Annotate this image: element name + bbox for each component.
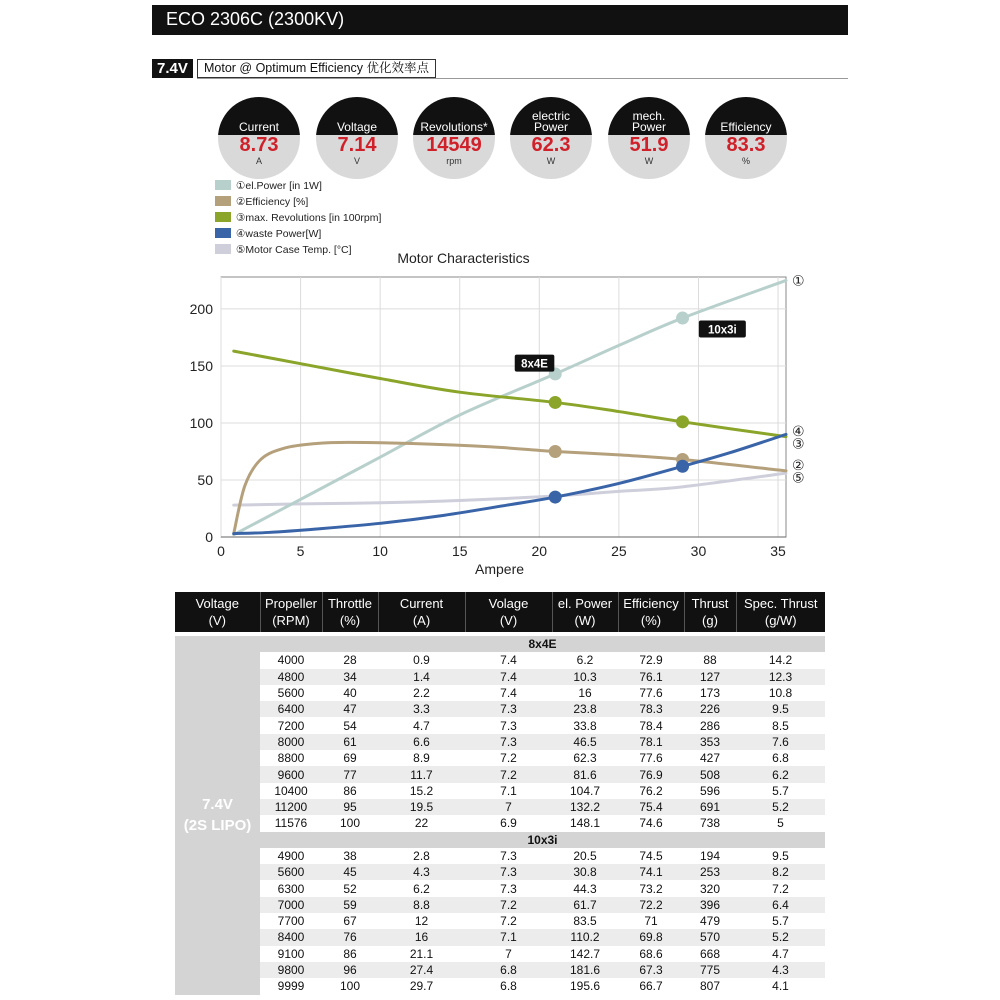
- badge-5: [705, 97, 787, 179]
- table-cell: 9.5: [736, 701, 825, 717]
- table-row: [175, 717, 825, 733]
- table-row: [175, 783, 825, 799]
- table-row: [175, 913, 825, 929]
- table-cell: 104.7: [552, 783, 618, 799]
- table-cell: 9600: [260, 766, 322, 782]
- table-cell: 4.3: [736, 962, 825, 978]
- propeller-annotation: [515, 355, 555, 372]
- annotation-label: 8x4E: [521, 358, 548, 371]
- series-end-label: ③: [792, 436, 805, 453]
- table-cell: 74.1: [618, 864, 684, 880]
- series-end-label: ①: [792, 273, 805, 290]
- table-cell: 77.6: [618, 685, 684, 701]
- table-cell: 83.5: [552, 913, 618, 929]
- badge-unit: A: [255, 156, 262, 166]
- table-cell: 7.2: [465, 897, 552, 913]
- table-cell: 30.8: [552, 864, 618, 880]
- badge-unit: V: [353, 156, 360, 166]
- propeller-row: [175, 636, 825, 652]
- table-cell: 86: [322, 783, 378, 799]
- table-cell: 479: [684, 913, 736, 929]
- voltage-cell: [175, 636, 260, 995]
- table-cell: 67: [322, 913, 378, 929]
- column-header-line: Volage: [488, 596, 529, 611]
- badge-3: [510, 97, 592, 179]
- table-row: [175, 669, 825, 685]
- table-cell: 195.6: [552, 978, 618, 994]
- legend-item: [215, 196, 308, 210]
- table-cell: 78.1: [618, 734, 684, 750]
- badge-unit: W: [546, 156, 556, 166]
- table-cell: 7000: [260, 897, 322, 913]
- table-cell: 2.8: [378, 848, 465, 864]
- table-cell: 54: [322, 717, 378, 733]
- table-cell: 10.3: [552, 669, 618, 685]
- section-rule: [197, 78, 848, 79]
- column-header-line: (V): [208, 613, 226, 628]
- table-cell: 5600: [260, 864, 322, 880]
- table-cell: 78.4: [618, 717, 684, 733]
- table-cell: 173: [684, 685, 736, 701]
- series-marker: [676, 460, 689, 473]
- propeller-annotation: [699, 320, 746, 337]
- badge-1: [316, 97, 398, 179]
- y-tick-label: 150: [189, 357, 213, 374]
- table-cell: 6.4: [736, 897, 825, 913]
- series-marker: [676, 312, 689, 325]
- column-header-line: Propeller: [264, 596, 318, 611]
- table-cell: 12: [378, 913, 465, 929]
- table-cell: 7.2: [465, 913, 552, 929]
- table-header-row: [175, 592, 825, 632]
- table-cell: 508: [684, 766, 736, 782]
- table-cell: 775: [684, 962, 736, 978]
- table-row: [175, 685, 825, 701]
- voltage-line: 7.4V: [202, 796, 233, 814]
- badge-title: [316, 97, 398, 135]
- table-cell: 6300: [260, 880, 322, 896]
- table-cell: 320: [684, 880, 736, 896]
- table-cell: 0.9: [378, 652, 465, 668]
- table-cell: 69: [322, 750, 378, 766]
- propeller-name: 10x3i: [260, 832, 825, 848]
- badge-title: [608, 97, 690, 135]
- column-header: [378, 592, 465, 632]
- table-cell: 5600: [260, 685, 322, 701]
- badge-unit: W: [644, 156, 654, 166]
- badge-value: 8.73: [239, 134, 279, 156]
- x-tick-label: 20: [531, 543, 548, 559]
- table-cell: 253: [684, 864, 736, 880]
- column-header-line: Current: [399, 596, 444, 611]
- table-cell: 8.9: [378, 750, 465, 766]
- column-header: [684, 592, 736, 632]
- table-cell: 596: [684, 783, 736, 799]
- table-cell: 6.6: [378, 734, 465, 750]
- table-cell: 8000: [260, 734, 322, 750]
- badge-title-line: Voltage: [336, 120, 378, 134]
- table-cell: 6.8: [736, 750, 825, 766]
- x-axis-label: Ampere: [475, 561, 525, 577]
- legend-item: [215, 180, 322, 194]
- table-cell: 570: [684, 929, 736, 945]
- propeller-row: [175, 832, 825, 848]
- propeller-name: 8x4E: [260, 636, 825, 652]
- column-header: [175, 592, 260, 632]
- badge-value: 14549: [426, 134, 482, 156]
- column-header-line: (g/W): [764, 613, 797, 628]
- legend-label: ⑤Motor Case Temp. [°C]: [236, 244, 352, 256]
- table-cell: 72.9: [618, 652, 684, 668]
- column-header-line: Throttle: [327, 596, 373, 611]
- series-end-label: ④: [792, 423, 805, 440]
- table-cell: 226: [684, 701, 736, 717]
- table-cell: 3.3: [378, 701, 465, 717]
- table-cell: 6.9: [465, 815, 552, 831]
- legend-label: ④waste Power[W]: [236, 228, 322, 240]
- table-cell: 9.5: [736, 848, 825, 864]
- table-cell: 7: [465, 946, 552, 962]
- table-cell: 6.2: [736, 766, 825, 782]
- table-cell: 14.2: [736, 652, 825, 668]
- table-cell: 74.5: [618, 848, 684, 864]
- badge-title-line: Revolutions*: [420, 120, 488, 134]
- column-header: [552, 592, 618, 632]
- x-tick-label: 10: [372, 543, 388, 559]
- column-header-line: Spec. Thrust: [744, 596, 818, 611]
- table-cell: 6.2: [378, 880, 465, 896]
- table-cell: 148.1: [552, 815, 618, 831]
- table-cell: 29.7: [378, 978, 465, 994]
- badge-title-line: Power: [533, 120, 568, 134]
- table-cell: 7.4: [465, 685, 552, 701]
- legend-swatch: [215, 180, 231, 190]
- table-cell: 7.3: [465, 848, 552, 864]
- table-cell: 45: [322, 864, 378, 880]
- badge-unit: rpm: [446, 156, 462, 166]
- series-marker: [549, 396, 562, 409]
- badge-value: 7.14: [337, 134, 377, 156]
- table-cell: 181.6: [552, 962, 618, 978]
- table-cell: 19.5: [378, 799, 465, 815]
- table-cell: 807: [684, 978, 736, 994]
- table-cell: 76.1: [618, 669, 684, 685]
- table-cell: 10.8: [736, 685, 825, 701]
- y-tick-label: 100: [189, 414, 213, 431]
- table-row: [175, 962, 825, 978]
- badge-title: [413, 97, 495, 135]
- column-header: [736, 592, 825, 632]
- table-cell: 100: [322, 815, 378, 831]
- table-cell: 8400: [260, 929, 322, 945]
- table-cell: 88: [684, 652, 736, 668]
- column-header-line: (%): [640, 613, 662, 628]
- section-label: Motor @ Optimum Efficiency 优化效率点: [197, 59, 436, 78]
- title-bar: [152, 5, 848, 35]
- table-cell: 9999: [260, 978, 322, 994]
- table-cell: 95: [322, 799, 378, 815]
- table-cell: 71: [618, 913, 684, 929]
- badge-0: [218, 97, 300, 179]
- legend-swatch: [215, 212, 231, 222]
- legend-item: [215, 212, 381, 226]
- table-cell: 4.7: [736, 946, 825, 962]
- table-cell: 28: [322, 652, 378, 668]
- table-cell: 7.2: [736, 880, 825, 896]
- badge-title: [705, 97, 787, 135]
- column-header-line: (RPM): [272, 613, 310, 628]
- table-cell: 81.6: [552, 766, 618, 782]
- badge-title-line: Efficiency: [720, 120, 772, 134]
- table-cell: 4800: [260, 669, 322, 685]
- series-marker: [549, 491, 562, 504]
- column-header-line: Thrust: [691, 596, 729, 611]
- table-cell: 8.2: [736, 864, 825, 880]
- column-header: [618, 592, 684, 632]
- table-cell: 353: [684, 734, 736, 750]
- table-cell: 5.2: [736, 799, 825, 815]
- table-cell: 11576: [260, 815, 322, 831]
- table-cell: 7200: [260, 717, 322, 733]
- table-cell: 142.7: [552, 946, 618, 962]
- table-cell: 21.1: [378, 946, 465, 962]
- table-cell: 59: [322, 897, 378, 913]
- table-cell: 4.7: [378, 717, 465, 733]
- performance-table: [175, 592, 825, 995]
- table-row: [175, 848, 825, 864]
- table-row: [175, 799, 825, 815]
- table-cell: 7700: [260, 913, 322, 929]
- table-cell: 5: [736, 815, 825, 831]
- table-cell: 7.6: [736, 734, 825, 750]
- table-body: [175, 632, 825, 995]
- annotation-label: 10x3i: [707, 324, 737, 337]
- x-tick-label: 0: [217, 543, 225, 559]
- table-cell: 1.4: [378, 669, 465, 685]
- table-cell: 8800: [260, 750, 322, 766]
- column-header-line: (A): [412, 613, 431, 628]
- badge-title-line: Current: [238, 120, 279, 134]
- table-cell: 7.3: [465, 864, 552, 880]
- y-tick-label: 200: [189, 300, 213, 317]
- table-cell: 4900: [260, 848, 322, 864]
- series-marker: [676, 415, 689, 428]
- table-cell: 40: [322, 685, 378, 701]
- badge-value: 51.9: [629, 134, 669, 156]
- legend-swatch: [215, 196, 231, 206]
- table-cell: 7.4: [465, 652, 552, 668]
- table-cell: 69.8: [618, 929, 684, 945]
- table-row: [175, 978, 825, 994]
- voltage-line: (2S LIPO): [183, 817, 252, 835]
- voltage-tag: 7.4V: [152, 59, 193, 78]
- legend-swatch: [215, 228, 231, 238]
- table-cell: 44.3: [552, 880, 618, 896]
- table-cell: 12.3: [736, 669, 825, 685]
- table-cell: 6.8: [465, 962, 552, 978]
- table-row: [175, 929, 825, 945]
- table-cell: 127: [684, 669, 736, 685]
- x-tick-label: 25: [611, 543, 627, 559]
- table-cell: 20.5: [552, 848, 618, 864]
- table-cell: 78.3: [618, 701, 684, 717]
- column-header-line: (%): [339, 613, 361, 628]
- legend-label: ③max. Revolutions [in 100rpm]: [236, 212, 382, 224]
- table-cell: 76.2: [618, 783, 684, 799]
- table-cell: 38: [322, 848, 378, 864]
- table-cell: 194: [684, 848, 736, 864]
- badge-2: [413, 97, 495, 179]
- table-row: [175, 750, 825, 766]
- column-header-line: (g): [702, 613, 718, 628]
- table-cell: 46.5: [552, 734, 618, 750]
- table-cell: 7: [465, 799, 552, 815]
- table-row: [175, 864, 825, 880]
- badge-value: 62.3: [531, 134, 571, 156]
- table-cell: 286: [684, 717, 736, 733]
- table-row: [175, 946, 825, 962]
- table-cell: 68.6: [618, 946, 684, 962]
- table-cell: 61.7: [552, 897, 618, 913]
- x-tick-label: 35: [770, 543, 786, 559]
- table-cell: 110.2: [552, 929, 618, 945]
- series-end-label: ②: [792, 458, 805, 475]
- x-tick-label: 15: [451, 543, 468, 559]
- badge-title: [510, 97, 592, 135]
- badge-title: [218, 97, 300, 135]
- table-cell: 396: [684, 897, 736, 913]
- table-cell: 100: [322, 978, 378, 994]
- column-header-line: el. Power: [557, 596, 613, 611]
- chart-title: Motor Characteristics: [397, 250, 530, 266]
- table-cell: 74.6: [618, 815, 684, 831]
- table-cell: 8.5: [736, 717, 825, 733]
- table-cell: 691: [684, 799, 736, 815]
- x-tick-label: 5: [296, 543, 305, 559]
- column-header-line: (W): [574, 613, 596, 628]
- table-cell: 7.2: [465, 766, 552, 782]
- column-header-line: (V): [499, 613, 518, 628]
- legend-label: ②Efficiency [%]: [236, 196, 309, 208]
- table-cell: 10400: [260, 783, 322, 799]
- x-tick-label: 30: [690, 543, 707, 559]
- table-cell: 23.8: [552, 701, 618, 717]
- column-header: [465, 592, 552, 632]
- table-cell: 7.3: [465, 717, 552, 733]
- table-cell: 7.3: [465, 701, 552, 717]
- series-marker: [549, 445, 562, 458]
- table-cell: 61: [322, 734, 378, 750]
- table-cell: 738: [684, 815, 736, 831]
- badge-value: 83.3: [726, 134, 766, 156]
- legend-label: ①el.Power [in 1W]: [236, 180, 322, 192]
- table-cell: 7.1: [465, 783, 552, 799]
- table-cell: 4.1: [736, 978, 825, 994]
- table-cell: 16: [378, 929, 465, 945]
- table-cell: 16: [552, 685, 618, 701]
- table-cell: 427: [684, 750, 736, 766]
- table-cell: 67.3: [618, 962, 684, 978]
- table-cell: 15.2: [378, 783, 465, 799]
- badge-unit: %: [741, 156, 750, 166]
- table-row: [175, 652, 825, 668]
- table-cell: 7.4: [465, 669, 552, 685]
- table-cell: 9800: [260, 962, 322, 978]
- table-cell: 34: [322, 669, 378, 685]
- column-header-line: Efficiency: [623, 596, 679, 611]
- table-cell: 132.2: [552, 799, 618, 815]
- table-row: [175, 815, 825, 831]
- table-cell: 7.3: [465, 880, 552, 896]
- series-end-label: ⑤: [792, 470, 805, 487]
- y-tick-label: 50: [197, 471, 213, 488]
- table-cell: 77: [322, 766, 378, 782]
- table-cell: 66.7: [618, 978, 684, 994]
- page-title: ECO 2306C (2300KV): [166, 9, 345, 29]
- table-cell: 4000: [260, 652, 322, 668]
- badge-title-line: Power: [631, 120, 666, 134]
- table-cell: 6400: [260, 701, 322, 717]
- table-cell: 11.7: [378, 766, 465, 782]
- table-cell: 47: [322, 701, 378, 717]
- table-cell: 9100: [260, 946, 322, 962]
- table-cell: 73.2: [618, 880, 684, 896]
- table-cell: 52: [322, 880, 378, 896]
- table-cell: 72.2: [618, 897, 684, 913]
- table-cell: 86: [322, 946, 378, 962]
- table-cell: 7.1: [465, 929, 552, 945]
- table-cell: 7.2: [465, 750, 552, 766]
- table-row: [175, 880, 825, 896]
- column-header-line: Voltage: [195, 596, 239, 611]
- y-tick-label: 0: [205, 529, 213, 545]
- table-row: [175, 734, 825, 750]
- table-cell: 5.7: [736, 783, 825, 799]
- table-row: [175, 766, 825, 782]
- badge-4: [608, 97, 690, 179]
- legend-item: [215, 228, 321, 242]
- table-cell: 22: [378, 815, 465, 831]
- table-cell: 11200: [260, 799, 322, 815]
- table-cell: 76: [322, 929, 378, 945]
- table-cell: 96: [322, 962, 378, 978]
- table-row: [175, 701, 825, 717]
- table-cell: 62.3: [552, 750, 618, 766]
- table-cell: 76.9: [618, 766, 684, 782]
- table-cell: 27.4: [378, 962, 465, 978]
- table-cell: 4.3: [378, 864, 465, 880]
- table-cell: 6.2: [552, 652, 618, 668]
- table-cell: 6.8: [465, 978, 552, 994]
- table-cell: 75.4: [618, 799, 684, 815]
- table-cell: 5.7: [736, 913, 825, 929]
- column-header: [322, 592, 378, 632]
- badge-title-line: mech.: [632, 109, 666, 123]
- badge-title-line: electric: [531, 109, 570, 123]
- column-header: [260, 592, 322, 632]
- table-cell: 5.2: [736, 929, 825, 945]
- table-cell: 2.2: [378, 685, 465, 701]
- table-cell: 668: [684, 946, 736, 962]
- motor-characteristics-chart: [180, 245, 820, 585]
- table-cell: 77.6: [618, 750, 684, 766]
- table-row: [175, 897, 825, 913]
- table-cell: 33.8: [552, 717, 618, 733]
- table-cell: 7.3: [465, 734, 552, 750]
- table-cell: 8.8: [378, 897, 465, 913]
